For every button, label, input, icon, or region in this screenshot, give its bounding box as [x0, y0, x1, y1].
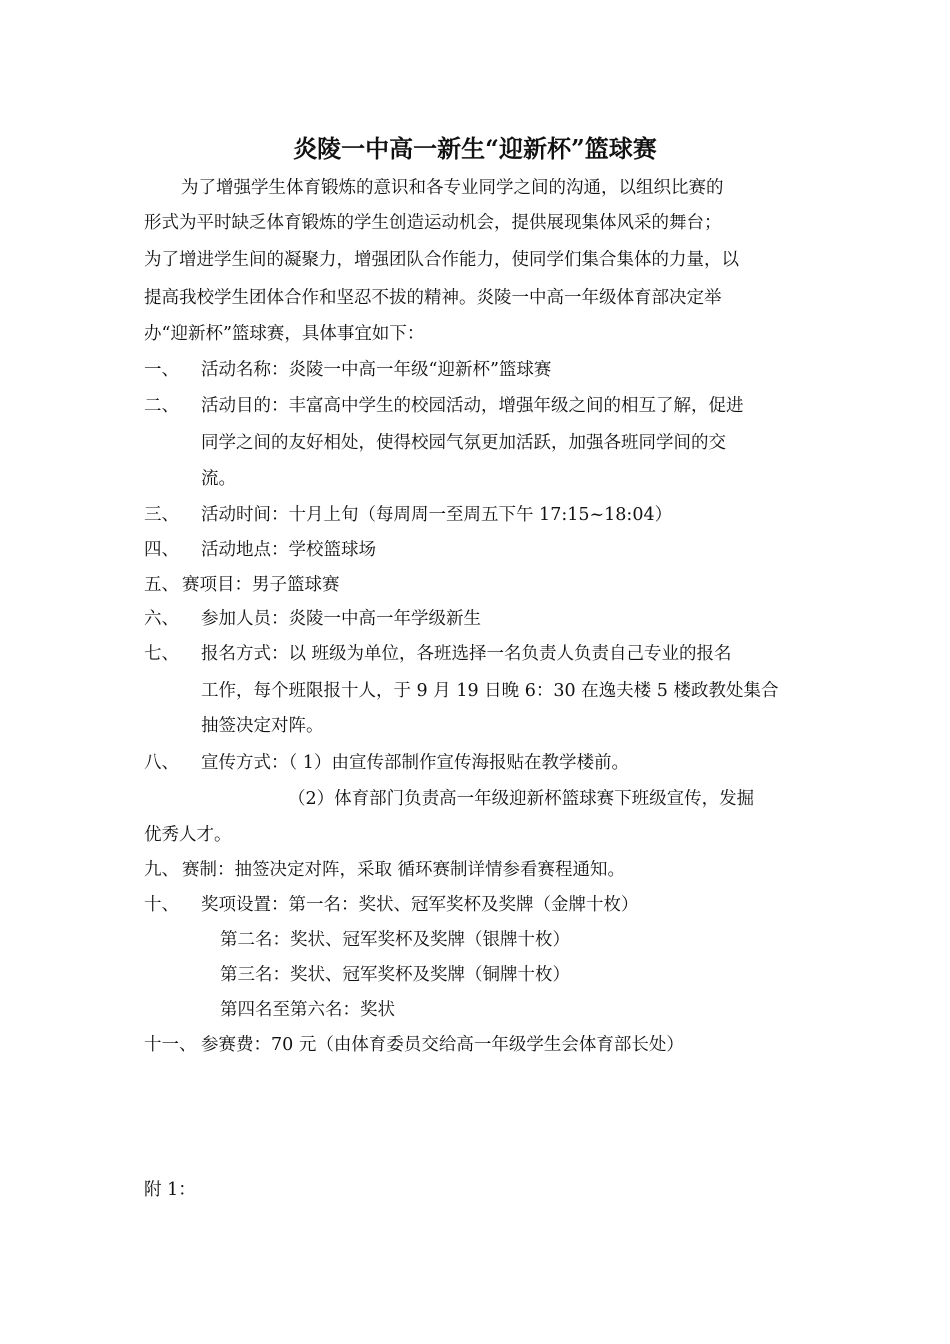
item-text: 活动时间：十月上旬（每周周一至周五下午 17:15~18:04） [201, 505, 673, 525]
item-number: 八、 [144, 753, 179, 773]
item-text: 赛项目：男子篮球赛 [182, 575, 340, 595]
item-number: 六、 [144, 609, 179, 629]
intro-line: 为了增强学生体育锻炼的意识和各专业同学之间的沟通，以组织比赛的 [181, 178, 724, 198]
item-text: 报名方式：以 班级为单位，各班选择一名负责人负责自己专业的报名 [201, 644, 732, 664]
item-text: 第四名至第六名：奖状 [220, 1000, 395, 1020]
intro-line: 为了增进学生间的凝聚力，增强团队合作能力，使同学们集合集体的力量，以 [144, 250, 739, 270]
item-number: 十一、 [144, 1035, 197, 1055]
item-text: 活动目的：丰富高中学生的校园活动，增强年级之间的相互了解，促进 [201, 396, 744, 416]
item-text: 第三名：奖状、冠军奖杯及奖牌（铜牌十枚） [220, 965, 570, 985]
item-text: 奖项设置：第一名：奖状、冠军奖杯及奖牌（金牌十枚） [201, 895, 639, 915]
item-number: 七、 [144, 644, 179, 664]
item-text: 工作，每个班限报十人，于 9 月 19 日晚 6：30 在逸夫楼 5 楼政教处集合 [201, 681, 779, 701]
item-text: 流。 [201, 469, 236, 489]
item-number: 九、 [144, 860, 179, 880]
item-number: 二、 [144, 396, 179, 416]
item-text: （2）体育部门负责高一年级迎新杯篮球赛下班级宣传，发掘 [288, 789, 755, 809]
document-title: 炎陵一中高一新生“迎新杯”篮球赛 [293, 134, 657, 163]
item-number: 五、 [144, 575, 179, 595]
item-number: 十、 [144, 895, 179, 915]
item-text: 参赛费：70 元（由体育委员交给高一年级学生会体育部长处） [201, 1035, 684, 1055]
item-text: 赛制：抽签决定对阵，采取 循环赛制详情参看赛程通知。 [182, 860, 626, 880]
item-text: 活动名称：炎陵一中高一年级“迎新杯”篮球赛 [201, 360, 552, 380]
appendix-label: 附 1： [144, 1180, 196, 1200]
item-text: 宣传方式：（ 1）由宣传部制作宣传海报贴在教学楼前。 [201, 753, 629, 773]
item-text: 活动地点：学校篮球场 [201, 540, 376, 560]
item-number: 四、 [144, 540, 179, 560]
item-number: 一、 [144, 360, 179, 380]
intro-line: 提高我校学生团体合作和坚忍不拔的精神。炎陵一中高一年级体育部决定举 [144, 288, 722, 308]
item-number: 三、 [144, 505, 179, 525]
item-text: 参加人员：炎陵一中高一年学级新生 [201, 609, 481, 629]
item-text: 第二名：奖状、冠军奖杯及奖牌（银牌十枚） [220, 930, 570, 950]
item-text: 抽签决定对阵。 [201, 716, 324, 736]
intro-line: 办“迎新杯”篮球赛，具体事宜如下： [144, 324, 425, 344]
item-text: 同学之间的友好相处，使得校园气氛更加活跃，加强各班同学间的交 [201, 433, 726, 453]
intro-line: 形式为平时缺乏体育锻炼的学生创造运动机会，提供展现集体风采的舞台； [144, 213, 722, 233]
item-text: 优秀人才。 [144, 825, 232, 845]
